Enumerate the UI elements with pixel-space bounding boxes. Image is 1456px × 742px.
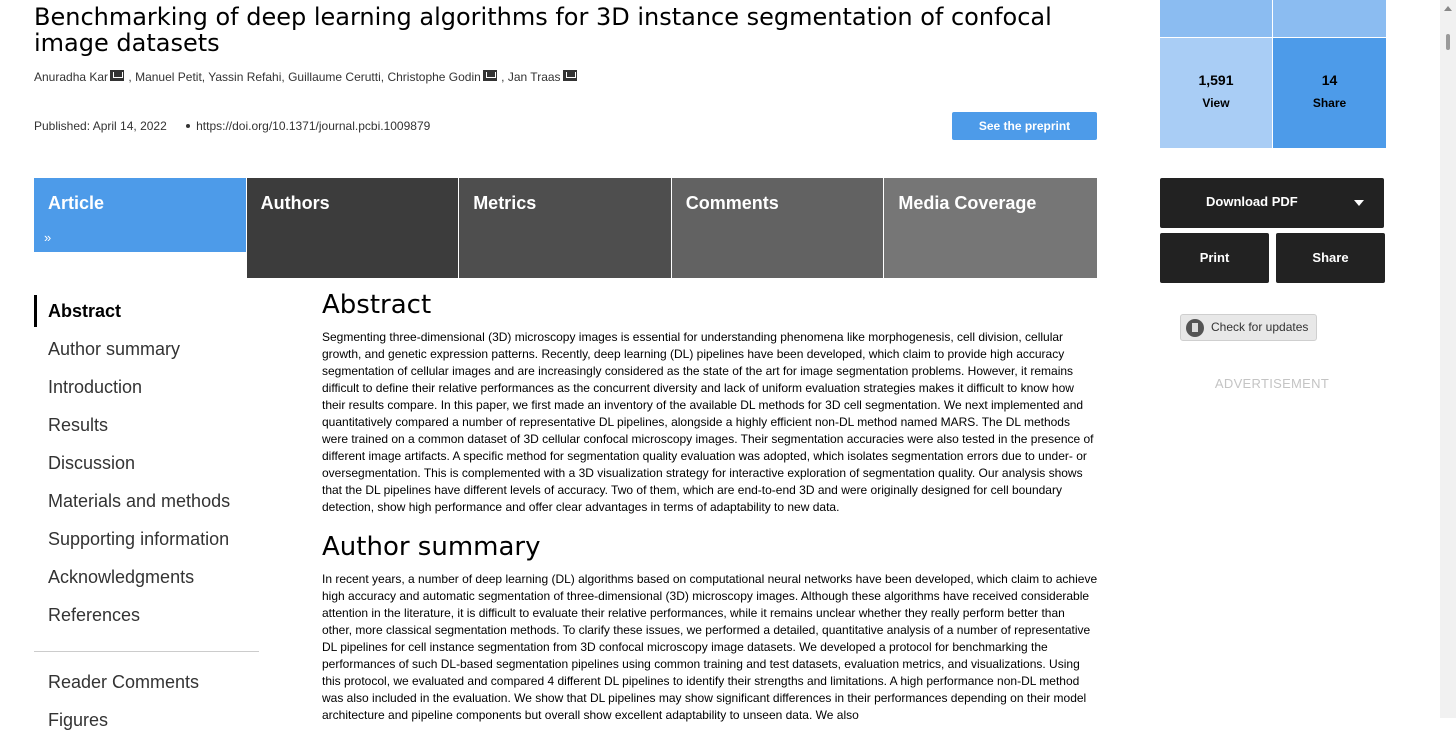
metric-tile: [1160, 0, 1272, 37]
bullet-icon: [186, 124, 190, 128]
author-name[interactable]: Manuel Petit: [135, 70, 202, 84]
chevron-down-icon: »: [44, 230, 52, 245]
check-for-updates-button[interactable]: [1180, 314, 1317, 341]
toc-item-figures[interactable]: Figures: [48, 710, 109, 730]
views-label: View: [1202, 96, 1230, 110]
metric-tile: [1273, 0, 1386, 37]
author-name[interactable]: Christophe Godin: [387, 70, 481, 84]
share-button[interactable]: Share: [1276, 233, 1385, 283]
page-scrollbar[interactable]: [1440, 0, 1456, 718]
toc-item-references[interactable]: References: [48, 605, 141, 625]
author-name[interactable]: Guillaume Cerutti: [288, 70, 381, 84]
tab-article[interactable]: [34, 178, 247, 252]
views-count: 1,591: [1198, 72, 1234, 88]
abstract-text: Segmenting three-dimensional (3D) microscopy images is essential for understanding phenomena like morphogenesis, cell division, cellular growth, and genetic expression patterns. Recently, deep learning (DL) pipelines have been developed, which claim to provide high accuracy segmentation of cellular images and are increasingly considered as the state of the art for image segmentation problems. However, it remains difficult to define their relative performances as the concurrent diversity and lack of uniform evaluation strategies makes it difficult to know how their results compare. In this paper, we first made an inventory of the available DL methods for 3D cell segmentation. We next implemented and quantitatively compared a number of representative DL pipelines, alongside a highly efficient non-DL method named MARS. The DL methods were trained on a common dataset of 3D cellular confocal microscopy images. Their segmentation accuracies were also tested in the presence of different image artifacts. A specific method for segmentation quality evaluation was adopted, which isolates segmentation errors due to under- or oversegmentation. This is complemented with a 3D visualization strategy for interactive exploration of segmentation quality. Our analysis shows that the DL pipelines have different levels of accuracy. Two of them, which are end-to-end 3D and were originally designed for cell boundary detection, show high performance and offer clear advantages in terms of adaptability to new data.: [322, 330, 1094, 514]
tab-media-coverage[interactable]: [884, 178, 1097, 278]
toc-item-acknowledgments[interactable]: Acknowledgments: [48, 567, 195, 587]
tab-comments[interactable]: [672, 178, 885, 278]
author-summary-heading: Author summary: [322, 532, 541, 562]
shares-label: Share: [1312, 96, 1347, 110]
abstract-heading: Abstract: [322, 290, 432, 320]
check-for-updates-label: Check for updates: [1211, 320, 1309, 334]
toc-item-abstract[interactable]: Abstract: [34, 295, 260, 327]
article-body: [322, 288, 1098, 724]
article-tabs: [34, 178, 1097, 278]
author-name[interactable]: Anuradha Kar: [34, 70, 109, 84]
see-preprint-button[interactable]: See the preprint: [952, 112, 1097, 140]
views-metric[interactable]: [1160, 38, 1272, 148]
toc-item-results[interactable]: Results: [48, 415, 109, 435]
download-pdf-label: Download PDF: [1206, 194, 1298, 209]
download-pdf-button[interactable]: [1160, 178, 1384, 228]
tab-metrics[interactable]: [459, 178, 672, 278]
email-icon[interactable]: [483, 70, 497, 81]
toc-item-author-summary[interactable]: Author summary: [48, 339, 181, 359]
author-summary-text: In recent years, a number of deep learning (DL) algorithms based on computational neural networks have been developed, which claim to achieve high accuracy and automatic segmentation of three-dimensional (3D) microscopy images. Although these algorithms have received considerable attention in the literature, it is difficult to evaluate their relative performances, while it remains unclear whether they really perform better than other, more classical segmentation methods. To clarify these issues, we performed a detailed, quantitative analysis of a number of representative DL pipelines for cell instance segmentation from 3D confocal microscopy image datasets. We developed a protocol for benchmarking the performances of such DL-based segmentation pipelines using common training and test datasets, evaluation metrics, and visualizations. Using this protocol, we evaluated and compared 4 different DL pipelines to identify their strengths and limitations. A high performance non-DL method was also included in the evaluation. We show that DL pipelines may show significant differences in their performances depending on their model architecture and pipeline components but overall show excellent adaptability to unseen data. We also: [322, 572, 1098, 722]
email-icon[interactable]: [110, 70, 124, 81]
bookmark-icon: [1186, 319, 1204, 337]
tab-label: Metrics: [473, 193, 537, 213]
toc-item-supporting-information[interactable]: Supporting information: [48, 529, 230, 549]
toc-item-materials-methods[interactable]: Materials and methods: [48, 491, 231, 511]
print-button[interactable]: Print: [1160, 233, 1269, 283]
tab-authors[interactable]: [247, 178, 460, 278]
author-name[interactable]: Yassin Refahi: [208, 70, 282, 84]
shares-count: 14: [1321, 72, 1338, 88]
toc-item-discussion[interactable]: Discussion: [48, 453, 136, 473]
published-date: Published: April 14, 2022: [34, 119, 167, 133]
email-icon[interactable]: [563, 70, 577, 81]
metrics-panel: [1160, 0, 1386, 148]
scroll-thumb[interactable]: [1446, 34, 1450, 50]
author-list: Anuradha Kar , Manuel Petit, Yassin Refahi, Guillaume Cerutti, Christophe Godin , Jan Traas: [34, 70, 578, 84]
tab-label: Article: [48, 193, 105, 213]
advertisement-label: ADVERTISEMENT: [1214, 376, 1330, 391]
shares-metric[interactable]: [1273, 38, 1386, 148]
scroll-up-icon[interactable]: [1444, 6, 1452, 11]
article-title: Benchmarking of deep learning algorithms for 3D instance segmentation of confocal image datasets: [34, 3, 1052, 57]
tab-label: Comments: [685, 193, 779, 213]
table-of-contents: [34, 295, 260, 742]
author-name[interactable]: Jan Traas: [507, 70, 561, 84]
publication-info: [34, 119, 430, 133]
tab-label: Media Coverage: [898, 193, 1037, 213]
tab-label: Authors: [260, 193, 330, 213]
caret-down-icon[interactable]: [1354, 200, 1364, 206]
toc-item-reader-comments[interactable]: Reader Comments: [48, 672, 200, 692]
doi-link[interactable]: https://doi.org/10.1371/journal.pcbi.1009879: [196, 119, 431, 133]
toc-divider: [34, 651, 259, 652]
toc-item-introduction[interactable]: Introduction: [48, 377, 143, 397]
